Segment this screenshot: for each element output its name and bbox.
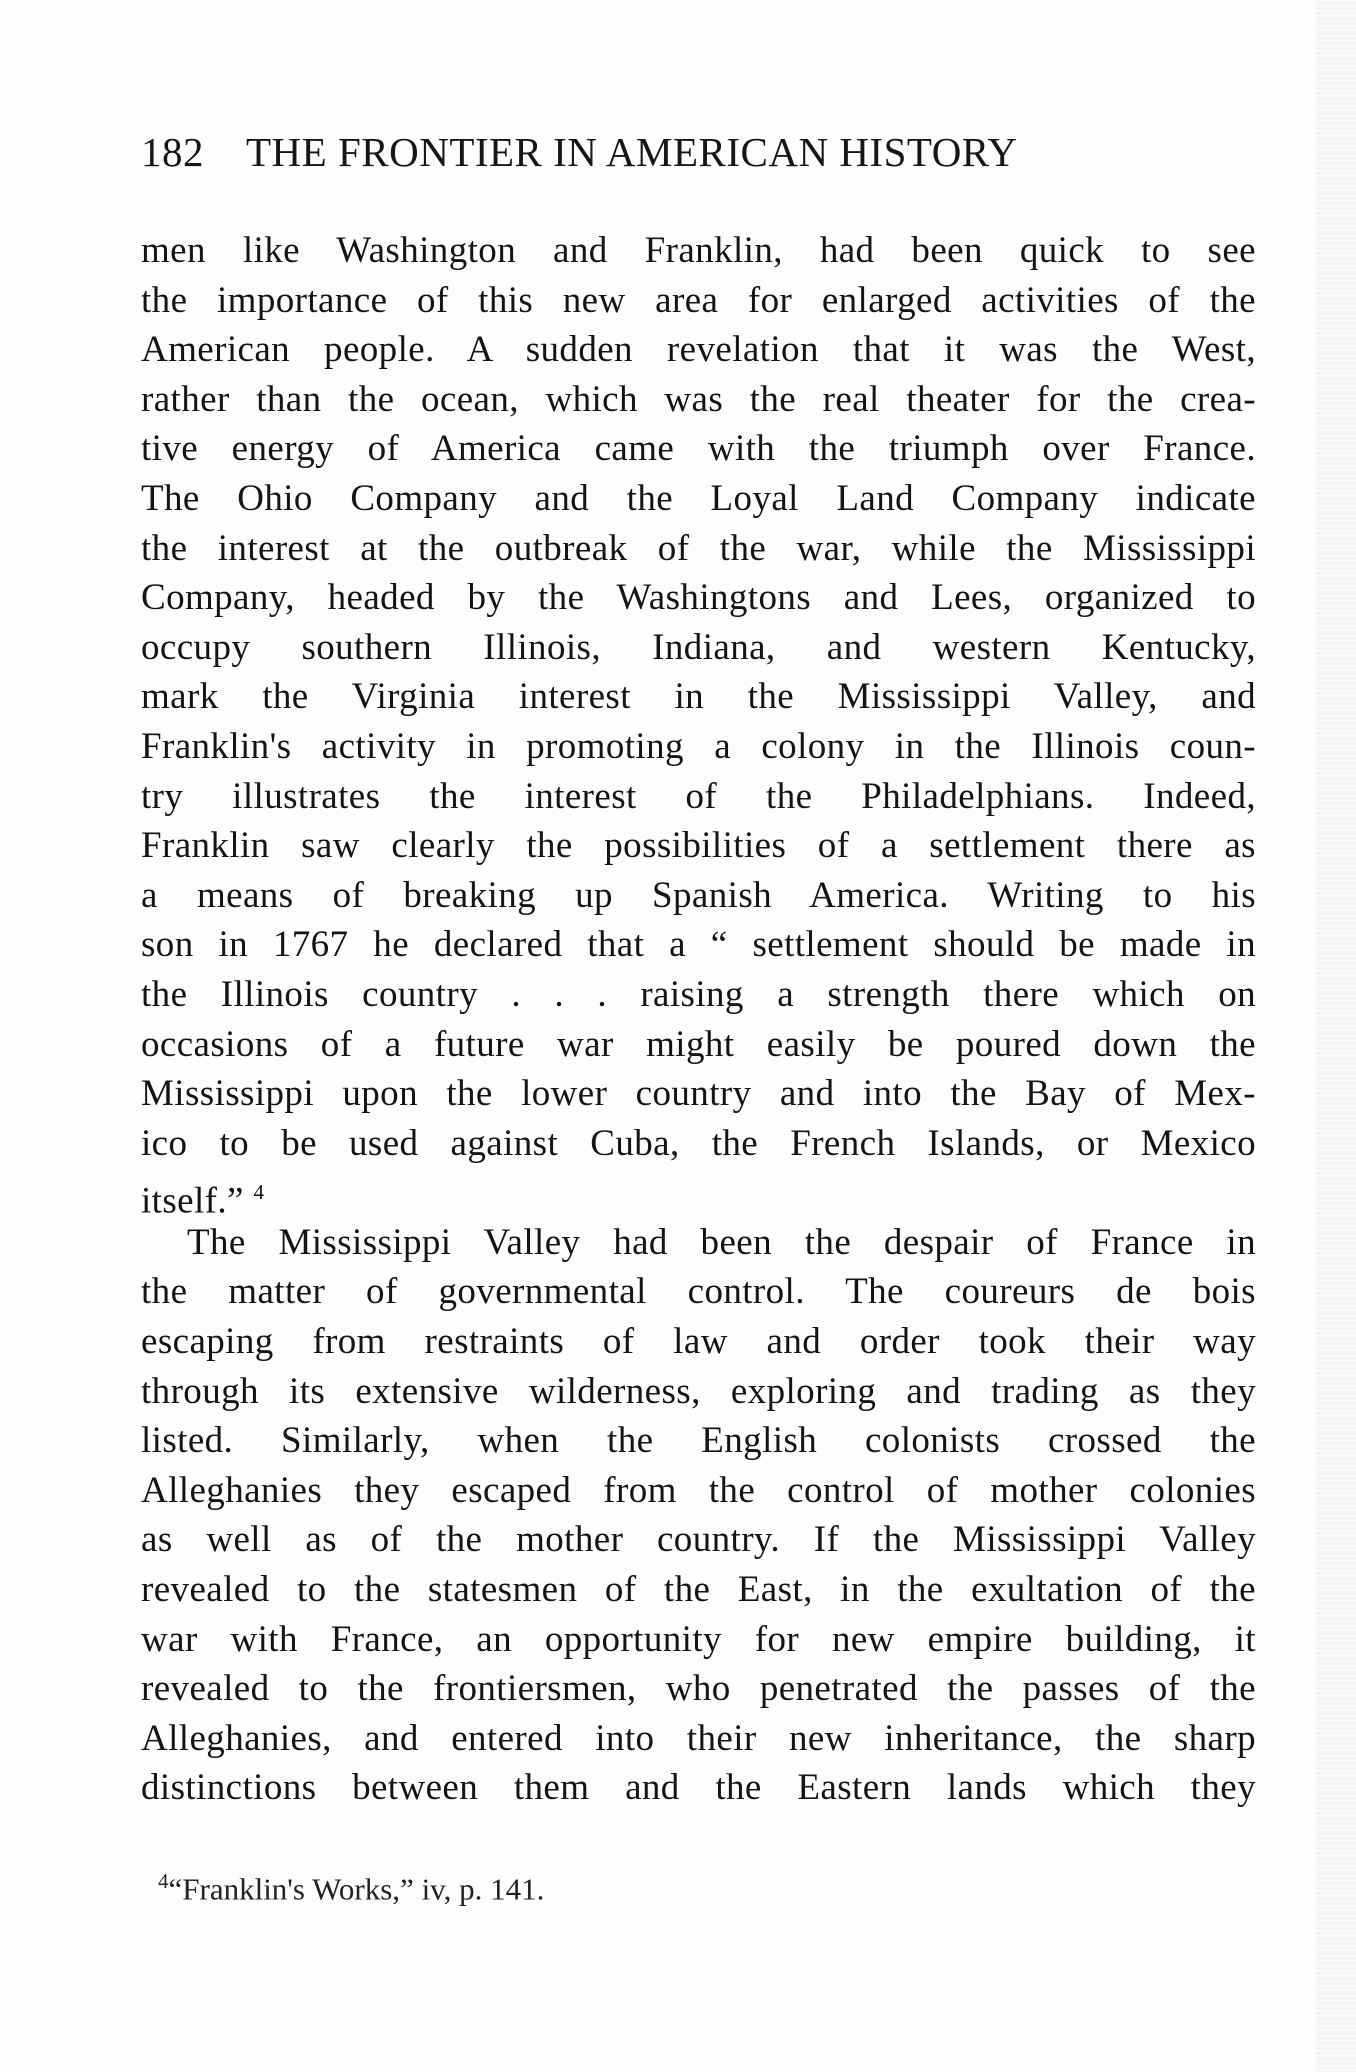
text-line: the Illinois country . . . raising a strength there which on (141, 973, 1256, 1015)
footnote-marker: 4 (158, 1869, 169, 1893)
text-line: The Mississippi Valley had been the despair of France in (187, 1221, 1256, 1263)
text-line: Franklin's activity in promoting a colony in the Illinois coun- (141, 725, 1256, 767)
text-line: as well as of the mother country. If the Mississippi Valley (141, 1519, 1256, 1561)
text-line: revealed to the frontiersmen, who penetrated the passes of the (141, 1668, 1256, 1710)
text-line: son in 1767 he declared that a “ settlement should be made in (141, 924, 1256, 966)
text-line: rather than the ocean, which was the real theater for the crea- (141, 378, 1256, 420)
footnote-text: “Franklin's Works,” iv, p. 141. (168, 1871, 545, 1907)
text-line: mark the Virginia interest in the Mississippi Valley, and (141, 676, 1256, 718)
footnote (158, 1869, 544, 1907)
body-text (141, 226, 1256, 1813)
text-line-last (141, 1168, 1256, 1222)
text-line: the interest at the outbreak of the war, while the Mississippi (141, 527, 1256, 569)
paragraph-1 (141, 226, 1256, 1222)
text-line: revealed to the statesmen of the East, in the exultation of the (141, 1569, 1256, 1611)
page-number: 182 (141, 129, 204, 175)
text-line: Mississippi upon the lower country and into the Bay of Mex- (141, 1073, 1256, 1115)
text-line: through its extensive wilderness, exploring and trading as they (141, 1370, 1256, 1412)
text-line: a means of breaking up Spanish America. Writing to his (141, 874, 1256, 916)
footnote-reference: 4 (253, 1180, 265, 1205)
text-line: Franklin saw clearly the possibilities of a settlement there as (141, 825, 1256, 867)
paragraph-2 (141, 1218, 1256, 1813)
text-line: tive energy of America came with the triumph over France. (141, 428, 1256, 470)
text-line: the matter of governmental control. The coureurs de bois (141, 1271, 1256, 1313)
text-line: try illustrates the interest of the Philadelphians. Indeed, (141, 775, 1256, 817)
text-line: American people. A sudden revelation that it was the West, (141, 329, 1256, 371)
text-line: men like Washington and Franklin, had been quick to see (141, 230, 1256, 271)
text-line: The Ohio Company and the Loyal Land Company indicate (141, 477, 1256, 519)
text-line: escaping from restraints of law and order took their way (141, 1321, 1256, 1363)
text-line: distinctions between them and the Eastern lands which they (141, 1767, 1256, 1809)
text-line: the importance of this new area for enlarged activities of the (141, 279, 1256, 321)
text-line-content: itself.” (141, 1180, 244, 1222)
text-line: occasions of a future war might easily be poured down the (141, 1023, 1256, 1065)
text-line: ico to be used against Cuba, the French Islands, or Mexico (141, 1122, 1256, 1164)
running-title: THE FRONTIER IN AMERICAN HISTORY (246, 129, 1018, 175)
text-line: Alleghanies, and entered into their new inheritance, the sharp (141, 1717, 1256, 1759)
running-header (141, 128, 1018, 176)
text-line: Alleghanies they escaped from the control of mother colonies (141, 1469, 1256, 1511)
text-line: listed. Similarly, when the English colonists crossed the (141, 1420, 1256, 1462)
page-edge-shadow (1316, 0, 1356, 2072)
text-line: Company, headed by the Washingtons and Lees, organized to (141, 577, 1256, 619)
text-line: war with France, an opportunity for new empire building, it (141, 1618, 1256, 1660)
text-line: occupy southern Illinois, Indiana, and western Kentucky, (141, 626, 1256, 668)
